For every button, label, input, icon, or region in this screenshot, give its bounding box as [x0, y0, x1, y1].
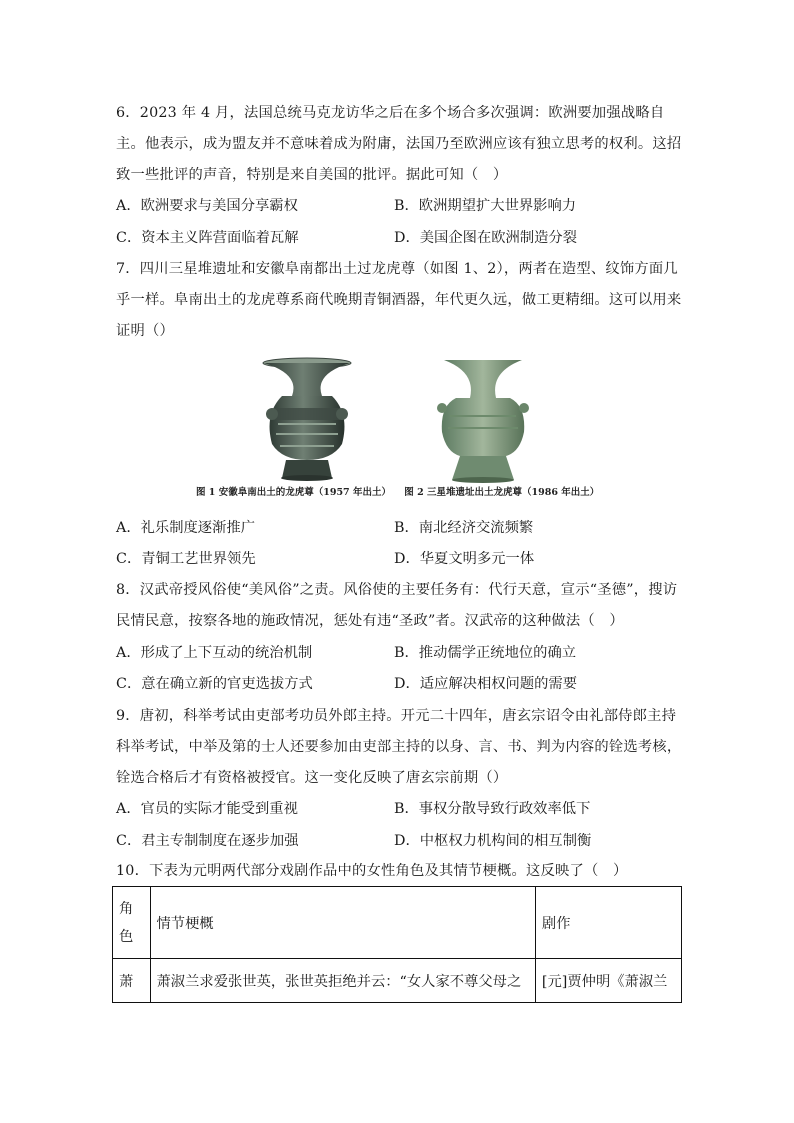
question-6-stem: 6．2023 年 4 月，法国总统马克龙访华之后在多个场合多次强调：欧洲要加强战略自主。他表示，成为盟友并不意味着成为附庸，法国乃至欧洲应该有独立思考的权利。这招致一些批评的声音，特别是来自美国的批评。据此可知（ ） — [116, 105, 682, 183]
question-10 — [116, 856, 682, 887]
header-role — [113, 887, 151, 959]
question-9-options-row-2 — [116, 829, 682, 853]
question-9-stem: 9．唐初，科举考试由吏部考功员外郎主持。开元二十四年，唐玄宗诏令由礼部侍郎主持科举考试，中举及第的士人还要参加由吏部主持的以身、言、书、判为内容的铨选考核，铨选合格后才有资格被授官。这一变化反映了唐玄宗前期（） — [116, 708, 682, 786]
option-8c[interactable]: C．意在确立新的官吏选拔方式 — [116, 676, 313, 692]
option-9d[interactable]: D．中枢权力机构间的相互制衡 — [394, 833, 592, 849]
question-7-options-row-1 — [116, 516, 682, 540]
drama-table — [112, 886, 682, 1003]
option-8a[interactable]: A．形成了上下互动的统治机制 — [116, 645, 313, 661]
header-role-text: 角色 — [119, 900, 134, 945]
option-6b[interactable]: B．欧洲期望扩大世界影响力 — [394, 198, 577, 214]
question-8-options-row-1 — [116, 641, 682, 665]
option-8b[interactable]: B．推动儒学正统地位的确立 — [394, 645, 577, 661]
option-6d[interactable]: D．美国企图在欧洲制造分裂 — [394, 230, 578, 246]
question-9 — [116, 701, 682, 794]
option-6a[interactable]: A．欧洲要求与美国分享霸权 — [116, 198, 298, 214]
question-10-table — [112, 886, 682, 1003]
figure-1-caption: 图 1 安徽阜南出土的龙虎尊（1957 年出土） — [196, 487, 391, 498]
figure-2-caption: 图 2 三星堆遗址出土龙虎尊（1986 年出土） — [404, 487, 600, 498]
question-7 — [116, 254, 682, 347]
vase-image-1 — [252, 356, 362, 484]
option-9b[interactable]: B．事权分散导致行政效率低下 — [394, 801, 591, 817]
question-6-options-row-1 — [116, 194, 682, 218]
question-7-figure — [196, 356, 600, 506]
header-play: 剧作 — [535, 887, 681, 959]
option-9c[interactable]: C．君主专制制度在逐步加强 — [116, 833, 299, 849]
option-6c[interactable]: C．资本主义阵营面临着瓦解 — [116, 230, 299, 246]
header-plot: 情节梗概 — [150, 887, 535, 959]
question-8-stem: 8．汉武帝授风俗使“美风俗”之责。风俗使的主要任务有：代行天意，宣示“圣德”，搜访民情民意，按察各地的施政情况，惩处有违“圣政”者。汉武帝的这种做法（ ） — [116, 582, 678, 629]
option-7c[interactable]: C．青铜工艺世界领先 — [116, 551, 256, 567]
cell-role: 萧 — [113, 959, 151, 1003]
option-7b[interactable]: B．南北经济交流频繁 — [394, 520, 534, 536]
figure-captions — [196, 484, 616, 498]
option-9a[interactable]: A．官员的实际才能受到重视 — [116, 801, 298, 817]
question-8 — [116, 575, 682, 637]
question-7-options-row-2 — [116, 547, 682, 571]
vase-image-2 — [430, 356, 536, 484]
table-header-row — [113, 887, 682, 959]
question-7-stem: 7．四川三星堆遗址和安徽阜南都出土过龙虎尊（如图 1、2），两者在造型、纹饰方面几乎一样。阜南出土的龙虎尊系商代晚期青铜酒器，年代更久远，做工更精细。这可以用来证明（） — [116, 261, 682, 339]
question-9-options-row-1 — [116, 797, 682, 821]
question-6-options-row-2 — [116, 226, 682, 250]
cell-play: [元]贾仲明《萧淑兰 — [535, 959, 681, 1003]
option-7a[interactable]: A．礼乐制度逐渐推广 — [116, 520, 255, 536]
question-6 — [116, 98, 682, 191]
cell-plot: 萧淑兰求爱张世英，张世英拒绝并云：“女人家不尊父母之 — [150, 959, 535, 1003]
option-7d[interactable]: D．华夏文明多元一体 — [394, 551, 535, 567]
question-10-stem: 10．下表为元明两代部分戏剧作品中的女性角色及其情节梗概。这反映了（ ） — [116, 863, 628, 879]
option-8d[interactable]: D．适应解决相权问题的需要 — [394, 676, 578, 692]
question-8-options-row-2 — [116, 672, 682, 696]
table-row — [113, 959, 682, 1003]
